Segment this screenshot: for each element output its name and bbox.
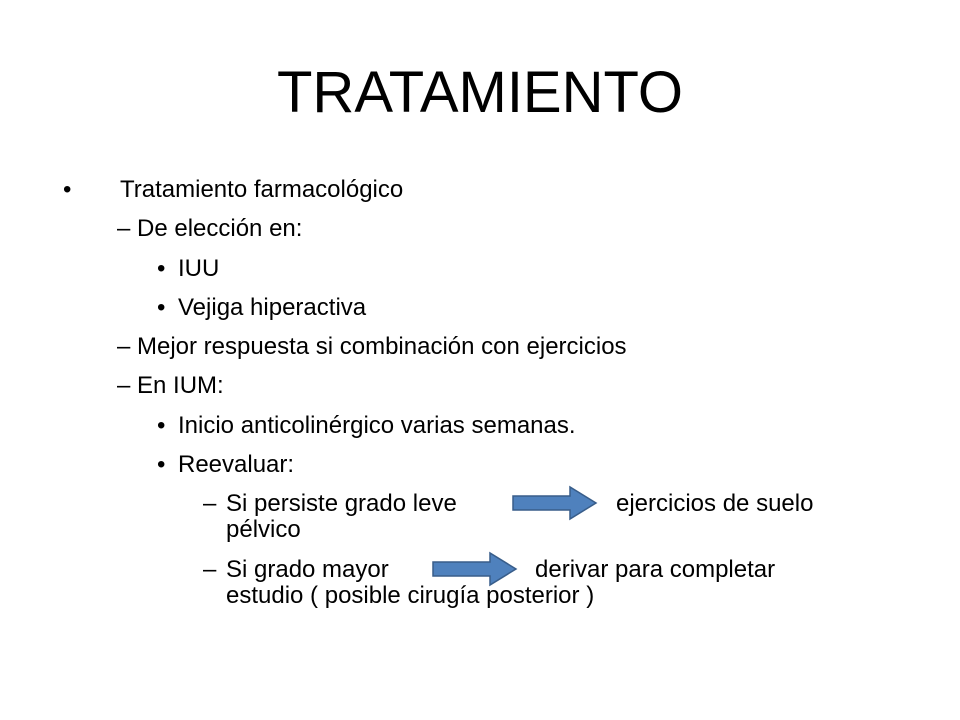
bullet-level1: • — [63, 176, 72, 203]
bullet-level3: • — [157, 412, 166, 439]
item-mejor-respuesta: Mejor respuesta si combinación con ejercicios — [137, 333, 627, 360]
dash-level4: – — [203, 556, 217, 583]
item-vejiga-hiperactiva: Vejiga hiperactiva — [178, 294, 367, 321]
item-de-eleccion: De elección en: — [137, 215, 303, 242]
slide-title: TRATAMIENTO — [277, 60, 683, 125]
dash-level4: – — [203, 490, 217, 517]
item-si-persiste: Si persiste grado leve — [226, 490, 457, 517]
dash-level2: – — [117, 372, 131, 399]
bullet-level3: • — [157, 294, 166, 321]
item-tratamiento-farmacologico: Tratamiento farmacológico — [120, 176, 404, 203]
item-inicio-anticolinergico: Inicio anticolinérgico varias semanas. — [178, 412, 576, 439]
item-iuu: IUU — [178, 255, 220, 282]
dash-level2: – — [117, 333, 131, 360]
item-ejercicios-suelo: ejercicios de suelo — [616, 490, 814, 517]
item-pelvico: pélvico — [226, 516, 301, 543]
bullet-level3: • — [157, 255, 166, 282]
item-si-grado-mayor: Si grado mayor — [226, 556, 389, 583]
item-reevaluar: Reevaluar: — [178, 451, 295, 478]
item-derivar: derivar para completar — [535, 556, 776, 583]
bullet-level3: • — [157, 451, 166, 478]
right-arrow-icon — [512, 485, 598, 521]
item-estudio: estudio ( posible cirugía posterior ) — [226, 582, 595, 609]
item-en-ium: En IUM: — [137, 372, 224, 399]
dash-level2: – — [117, 215, 131, 242]
